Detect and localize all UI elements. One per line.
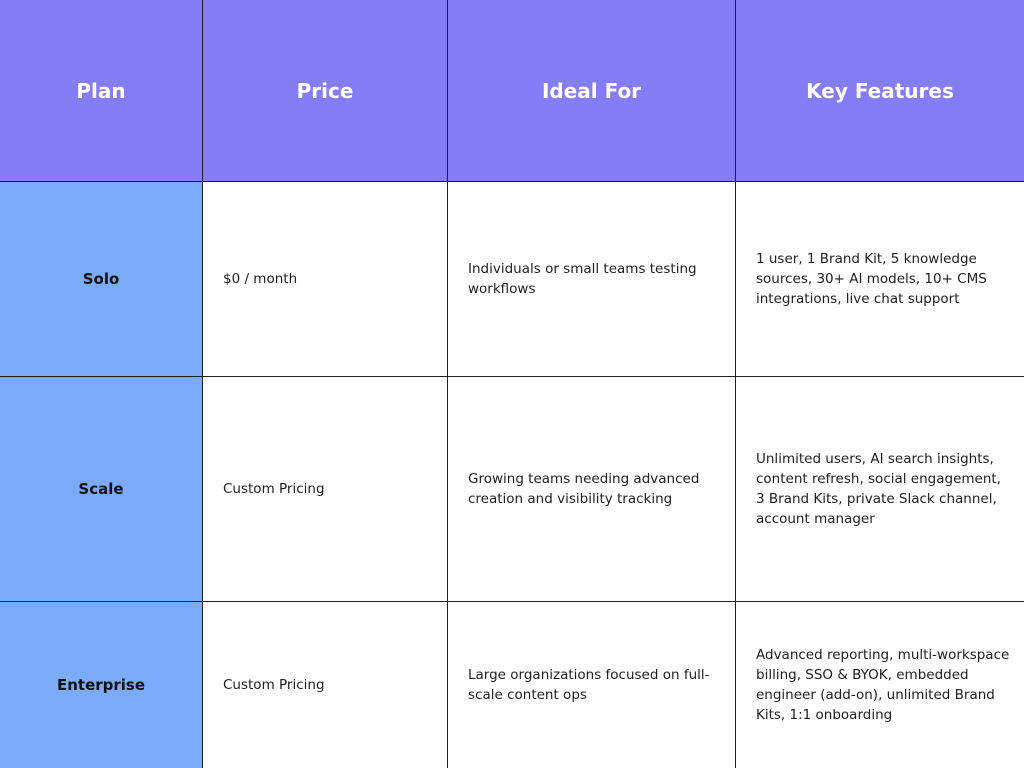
plan-key-features: 1 user, 1 Brand Kit, 5 knowledge sources, 30+ AI models, 10+ CMS integrations, live chat support bbox=[736, 182, 1024, 377]
plan-key-features: Advanced reporting, multi-workspace billing, SSO & BYOK, embedded engineer (add-on), unlimited Brand Kits, 1:1 onboarding bbox=[736, 602, 1024, 768]
plan-price: Custom Pricing bbox=[203, 602, 448, 768]
plan-ideal-for: Individuals or small teams testing workflows bbox=[448, 182, 736, 377]
plan-price: $0 / month bbox=[203, 182, 448, 377]
header-plan: Plan bbox=[0, 0, 203, 182]
header-key-features: Key Features bbox=[736, 0, 1024, 182]
plan-key-features: Unlimited users, AI search insights, content refresh, social engagement, 3 Brand Kits, private Slack channel, account manager bbox=[736, 377, 1024, 602]
plan-ideal-for: Growing teams needing advanced creation and visibility tracking bbox=[448, 377, 736, 602]
plan-name: Solo bbox=[0, 182, 203, 377]
plan-name: Scale bbox=[0, 377, 203, 602]
plan-name: Enterprise bbox=[0, 602, 203, 768]
header-price: Price bbox=[203, 0, 448, 182]
plan-ideal-for: Large organizations focused on full-scale content ops bbox=[448, 602, 736, 768]
header-ideal-for: Ideal For bbox=[448, 0, 736, 182]
plan-price: Custom Pricing bbox=[203, 377, 448, 602]
